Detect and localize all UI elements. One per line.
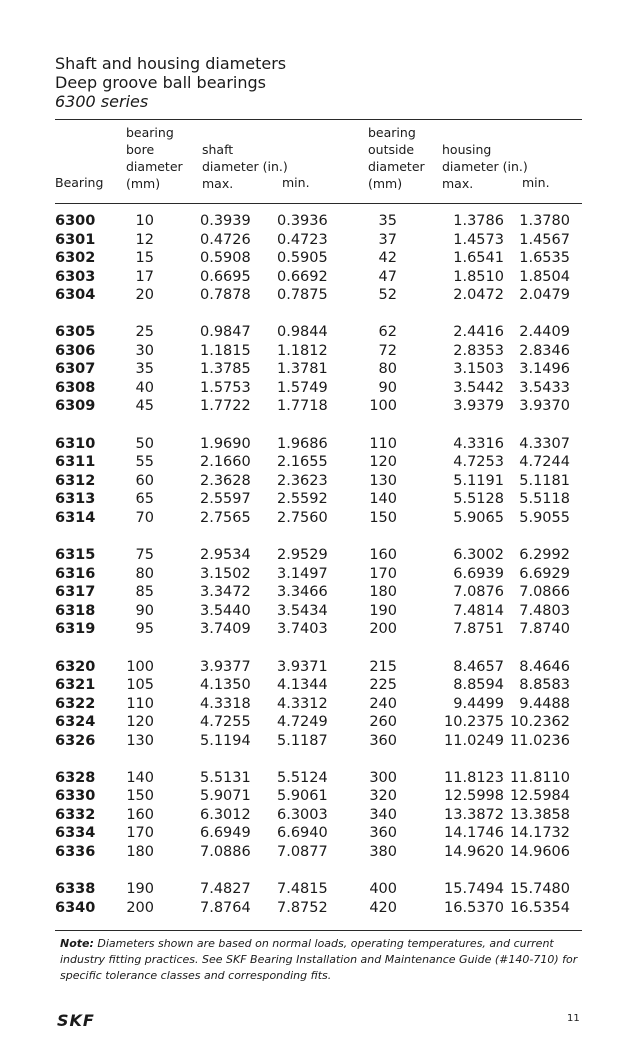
cell-housing-max: 10.2375 (444, 714, 504, 731)
cell-bearing: 6334 (55, 825, 96, 842)
cell-bore: 20 (135, 287, 154, 303)
cell-housing-min: 8.4646 (519, 658, 570, 675)
cell-housing-min: 5.5118 (519, 491, 570, 508)
row-group (55, 435, 582, 528)
table-row (55, 899, 582, 918)
cell-outside-diameter: 160 (369, 547, 397, 564)
cell-bore: 140 (126, 769, 154, 786)
table-row (55, 509, 582, 528)
cell-bore: 170 (126, 825, 154, 842)
series-label: 6300 series (55, 92, 149, 111)
cell-shaft-min: 5.1187 (277, 732, 328, 749)
cell-housing-min: 15.7480 (510, 881, 570, 898)
cell-housing-min: 13.3858 (510, 806, 570, 823)
cell-shaft-min: 0.6692 (277, 268, 328, 285)
cell-shaft-min: 3.5434 (277, 602, 328, 619)
header-rule (55, 203, 582, 204)
cell-bore: 10 (135, 213, 154, 229)
cell-shaft-max: 7.4827 (200, 881, 251, 898)
cell-housing-min: 7.8740 (519, 621, 570, 638)
cell-bore: 90 (135, 602, 154, 619)
cell-outside-diameter: 62 (378, 324, 397, 341)
cell-shaft-min: 0.5905 (277, 250, 328, 266)
cell-shaft-min: 4.7249 (277, 714, 328, 731)
cell-outside-diameter: 380 (369, 843, 397, 860)
cell-bore: 60 (135, 472, 154, 489)
cell-bearing: 6305 (55, 324, 96, 341)
header-bearing: Bearing (55, 175, 104, 190)
cell-housing-min: 9.4488 (519, 695, 570, 712)
cell-bore: 12 (135, 231, 154, 248)
cell-shaft-min: 3.3466 (277, 584, 328, 601)
cell-housing-max: 12.5998 (444, 788, 504, 805)
cell-bore: 40 (135, 379, 154, 396)
page-title: Shaft and housing diameters (55, 54, 287, 73)
cell-bore: 80 (135, 565, 154, 582)
cell-shaft-max: 5.9071 (200, 788, 251, 805)
table-row (55, 397, 582, 416)
cell-shaft-min: 2.3623 (277, 472, 328, 489)
cell-bore: 25 (135, 324, 154, 341)
cell-housing-max: 1.4573 (453, 231, 504, 248)
skf-logo-text: SKF (57, 1012, 95, 1028)
cell-bearing: 6330 (55, 788, 96, 805)
header-shaft-diameter: shaft diameter (in.) max. (202, 142, 288, 191)
cell-housing-min: 6.6929 (519, 565, 570, 582)
cell-bearing: 6311 (55, 454, 96, 471)
cell-outside-diameter: 140 (369, 491, 397, 508)
cell-bearing: 6326 (55, 732, 96, 749)
cell-shaft-min: 0.4723 (277, 231, 328, 248)
table-row (55, 676, 582, 695)
cell-outside-diameter: 100 (369, 398, 397, 415)
cell-bearing: 6301 (55, 231, 96, 248)
cell-bearing: 6302 (55, 250, 96, 266)
cell-bore: 105 (126, 677, 154, 694)
table-row (55, 490, 582, 509)
cell-housing-min: 5.1181 (519, 472, 570, 489)
cell-outside-diameter: 225 (369, 677, 397, 694)
cell-outside-diameter: 340 (369, 806, 397, 823)
cell-bearing: 6324 (55, 714, 96, 731)
cell-housing-max: 1.6541 (453, 250, 504, 266)
cell-housing-min: 6.2992 (519, 547, 570, 564)
table-row (55, 787, 582, 806)
cell-bore: 110 (126, 695, 154, 712)
table-row (55, 249, 582, 268)
table-row (55, 695, 582, 714)
cell-shaft-min: 1.7718 (277, 398, 328, 415)
table-row (55, 824, 582, 843)
cell-housing-min: 11.8110 (510, 769, 570, 786)
cell-housing-max: 2.8353 (453, 342, 504, 359)
cell-shaft-max: 2.5597 (200, 491, 251, 508)
cell-bore: 70 (135, 509, 154, 526)
cell-bearing: 6328 (55, 769, 96, 786)
cell-housing-min: 1.3780 (519, 213, 570, 229)
cell-bore: 190 (126, 881, 154, 898)
table-row (55, 602, 582, 621)
cell-shaft-max: 2.1660 (200, 454, 251, 471)
table-row (55, 268, 582, 287)
cell-shaft-max: 3.9377 (200, 658, 251, 675)
table-row (55, 583, 582, 602)
cell-shaft-min: 7.0877 (277, 843, 328, 860)
cell-shaft-min: 5.9061 (277, 788, 328, 805)
table-row (55, 546, 582, 565)
cell-housing-max: 4.7253 (453, 454, 504, 471)
table-row (55, 435, 582, 454)
cell-bearing: 6319 (55, 621, 96, 638)
cell-bearing: 6300 (55, 213, 96, 229)
cell-shaft-min: 1.1812 (277, 342, 328, 359)
cell-bearing: 6310 (55, 435, 96, 452)
table-row (55, 212, 582, 231)
cell-shaft-max: 6.6949 (200, 825, 251, 842)
cell-housing-max: 6.6939 (453, 565, 504, 582)
cell-shaft-min: 0.9844 (277, 324, 328, 341)
cell-bearing: 6321 (55, 677, 96, 694)
table-row (55, 620, 582, 639)
cell-outside-diameter: 47 (378, 268, 397, 285)
note-text: Diameters shown are based on normal loads, operating temperatures, and current industry fitting practices. See SKF Bearing Installation and Maintenance Guide (#140-710) for specific tolerance classes and corresponding fits. (60, 937, 578, 982)
title-block (55, 54, 286, 111)
cell-outside-diameter: 80 (378, 361, 397, 378)
cell-housing-min: 14.1732 (510, 825, 570, 842)
cell-bearing: 6312 (55, 472, 96, 489)
cell-housing-min: 8.8583 (519, 677, 570, 694)
cell-housing-min: 10.2362 (510, 714, 570, 731)
cell-outside-diameter: 90 (378, 379, 397, 396)
skf-logo (57, 1012, 121, 1032)
cell-bore: 200 (126, 899, 154, 916)
cell-housing-max: 4.3316 (453, 435, 504, 452)
cell-shaft-max: 7.8764 (200, 899, 251, 916)
table-row (55, 379, 582, 398)
cell-outside-diameter: 320 (369, 788, 397, 805)
cell-bore: 35 (135, 361, 154, 378)
cell-outside-diameter: 300 (369, 769, 397, 786)
cell-housing-min: 4.7244 (519, 454, 570, 471)
cell-shaft-min: 6.3003 (277, 806, 328, 823)
cell-outside-diameter: 360 (369, 825, 397, 842)
cell-shaft-min: 7.4815 (277, 881, 328, 898)
cell-shaft-max: 6.3012 (200, 806, 251, 823)
cell-housing-min: 7.0866 (519, 584, 570, 601)
cell-outside-diameter: 150 (369, 509, 397, 526)
cell-shaft-max: 1.9690 (200, 435, 251, 452)
cell-housing-min: 1.8504 (519, 268, 570, 285)
cell-housing-max: 15.7494 (444, 881, 504, 898)
cell-housing-max: 5.9065 (453, 509, 504, 526)
cell-shaft-max: 2.7565 (200, 509, 251, 526)
cell-bore: 95 (135, 621, 154, 638)
cell-shaft-max: 1.3785 (200, 361, 251, 378)
cell-outside-diameter: 37 (378, 231, 397, 248)
cell-outside-diameter: 120 (369, 454, 397, 471)
cell-bore: 15 (135, 250, 154, 266)
cell-bearing: 6332 (55, 806, 96, 823)
cell-bore: 75 (135, 547, 154, 564)
cell-shaft-min: 1.9686 (277, 435, 328, 452)
cell-bore: 50 (135, 435, 154, 452)
cell-housing-max: 2.0472 (453, 287, 504, 303)
cell-outside-diameter: 215 (369, 658, 397, 675)
row-group (55, 212, 582, 305)
cell-housing-max: 7.8751 (453, 621, 504, 638)
cell-housing-min: 3.1496 (519, 361, 570, 378)
cell-outside-diameter: 400 (369, 881, 397, 898)
cell-bore: 150 (126, 788, 154, 805)
table-row (55, 843, 582, 862)
cell-shaft-max: 2.9534 (200, 547, 251, 564)
cell-bearing: 6313 (55, 491, 96, 508)
cell-outside-diameter: 110 (369, 435, 397, 452)
cell-housing-max: 5.1191 (453, 472, 504, 489)
cell-housing-max: 8.8594 (453, 677, 504, 694)
cell-shaft-min: 7.8752 (277, 899, 328, 916)
cell-housing-max: 5.5128 (453, 491, 504, 508)
cell-bore: 17 (135, 268, 154, 285)
cell-bearing: 6315 (55, 547, 96, 564)
cell-shaft-min: 2.5592 (277, 491, 328, 508)
table-row (55, 231, 582, 250)
row-group (55, 880, 582, 917)
cell-housing-min: 1.6535 (519, 250, 570, 266)
cell-shaft-max: 0.3939 (200, 213, 251, 229)
cell-shaft-max: 0.7878 (200, 287, 251, 303)
table-row (55, 713, 582, 732)
row-group (55, 658, 582, 751)
cell-bearing: 6320 (55, 658, 96, 675)
cell-housing-min: 14.9606 (510, 843, 570, 860)
header-housing-diameter: housing diameter (in.) max. (442, 142, 528, 191)
cell-housing-max: 3.5442 (453, 379, 504, 396)
cell-bearing: 6336 (55, 843, 96, 860)
cell-shaft-max: 3.1502 (200, 565, 251, 582)
cell-shaft-max: 0.9847 (200, 324, 251, 341)
cell-housing-max: 1.8510 (453, 268, 504, 285)
cell-shaft-max: 4.3318 (200, 695, 251, 712)
table-row (55, 658, 582, 677)
table-row (55, 286, 582, 305)
cell-shaft-min: 0.7875 (277, 287, 328, 303)
cell-housing-min: 4.3307 (519, 435, 570, 452)
cell-bearing: 6322 (55, 695, 96, 712)
cell-housing-max: 1.3786 (453, 213, 504, 229)
cell-shaft-max: 5.1194 (200, 732, 251, 749)
header-housing-min: min. (522, 175, 550, 190)
row-group (55, 546, 582, 639)
page-subtitle: Deep groove ball bearings (55, 73, 267, 92)
cell-housing-max: 3.9379 (453, 398, 504, 415)
cell-bearing: 6317 (55, 584, 96, 601)
cell-outside-diameter: 170 (369, 565, 397, 582)
cell-shaft-max: 5.5131 (200, 769, 251, 786)
cell-outside-diameter: 190 (369, 602, 397, 619)
cell-housing-max: 13.3872 (444, 806, 504, 823)
cell-shaft-min: 1.5749 (277, 379, 328, 396)
cell-shaft-max: 3.3472 (200, 584, 251, 601)
header-shaft-min: min. (282, 175, 310, 190)
cell-shaft-max: 1.1815 (200, 342, 251, 359)
table-row (55, 360, 582, 379)
header-bore-diameter: bearing bore diameter (mm) (126, 125, 183, 191)
cell-housing-min: 7.4803 (519, 602, 570, 619)
cell-outside-diameter: 260 (369, 714, 397, 731)
cell-outside-diameter: 240 (369, 695, 397, 712)
cell-housing-max: 9.4499 (453, 695, 504, 712)
cell-housing-min: 12.5984 (510, 788, 570, 805)
cell-shaft-max: 0.6695 (200, 268, 251, 285)
cell-bearing: 6306 (55, 342, 96, 359)
table-row (55, 732, 582, 751)
cell-bore: 65 (135, 491, 154, 508)
table-row (55, 880, 582, 899)
page-number: 11 (567, 1013, 580, 1024)
cell-housing-max: 11.0249 (444, 732, 504, 749)
cell-shaft-min: 4.1344 (277, 677, 328, 694)
cell-bore: 130 (126, 732, 154, 749)
row-group (55, 769, 582, 862)
skf-logo-mark (57, 1012, 121, 1028)
bottom-rule (55, 930, 582, 931)
cell-shaft-max: 1.5753 (200, 379, 251, 396)
cell-shaft-max: 4.7255 (200, 714, 251, 731)
cell-outside-diameter: 420 (369, 899, 397, 916)
cell-shaft-min: 1.3781 (277, 361, 328, 378)
cell-housing-min: 2.4409 (519, 324, 570, 341)
cell-shaft-min: 3.7403 (277, 621, 328, 638)
cell-housing-max: 7.0876 (453, 584, 504, 601)
cell-shaft-max: 0.5908 (200, 250, 251, 266)
cell-bearing: 6318 (55, 602, 96, 619)
table-row (55, 769, 582, 788)
cell-bearing: 6309 (55, 398, 96, 415)
cell-housing-max: 14.1746 (444, 825, 504, 842)
cell-shaft-min: 3.9371 (277, 658, 328, 675)
cell-housing-max: 7.4814 (453, 602, 504, 619)
cell-bore: 30 (135, 342, 154, 359)
note-label: Note: (60, 937, 94, 950)
bearing-table (55, 212, 582, 936)
cell-outside-diameter: 52 (378, 287, 397, 303)
table-row (55, 323, 582, 342)
top-rule (55, 119, 582, 120)
cell-bearing: 6340 (55, 899, 96, 916)
cell-shaft-max: 4.1350 (200, 677, 251, 694)
cell-shaft-max: 3.7409 (200, 621, 251, 638)
cell-bearing: 6338 (55, 881, 96, 898)
table-row (55, 342, 582, 361)
cell-shaft-min: 0.3936 (277, 213, 328, 229)
cell-bore: 160 (126, 806, 154, 823)
cell-housing-max: 11.8123 (444, 769, 504, 786)
cell-bearing: 6316 (55, 565, 96, 582)
cell-shaft-min: 2.7560 (277, 509, 328, 526)
cell-bore: 45 (135, 398, 154, 415)
cell-shaft-max: 1.7722 (200, 398, 251, 415)
cell-housing-max: 8.4657 (453, 658, 504, 675)
cell-shaft-min: 3.1497 (277, 565, 328, 582)
cell-housing-min: 2.0479 (519, 287, 570, 303)
cell-bearing: 6314 (55, 509, 96, 526)
cell-housing-max: 3.1503 (453, 361, 504, 378)
cell-shaft-max: 3.5440 (200, 602, 251, 619)
cell-housing-min: 5.9055 (519, 509, 570, 526)
table-row (55, 453, 582, 472)
cell-shaft-min: 2.1655 (277, 454, 328, 471)
cell-outside-diameter: 200 (369, 621, 397, 638)
cell-shaft-min: 5.5124 (277, 769, 328, 786)
row-group (55, 323, 582, 416)
cell-housing-min: 2.8346 (519, 342, 570, 359)
cell-bearing: 6308 (55, 379, 96, 396)
cell-bore: 85 (135, 584, 154, 601)
cell-housing-min: 16.5354 (510, 899, 570, 916)
cell-outside-diameter: 360 (369, 732, 397, 749)
cell-housing-max: 16.5370 (444, 899, 504, 916)
header-outside-diameter: bearing outside diameter (mm) (368, 125, 425, 191)
cell-outside-diameter: 180 (369, 584, 397, 601)
cell-bore: 180 (126, 843, 154, 860)
footnote (60, 936, 580, 984)
cell-shaft-max: 0.4726 (200, 231, 251, 248)
cell-housing-min: 3.9370 (519, 398, 570, 415)
table-row (55, 806, 582, 825)
cell-outside-diameter: 72 (378, 342, 397, 359)
cell-shaft-min: 2.9529 (277, 547, 328, 564)
cell-shaft-min: 4.3312 (277, 695, 328, 712)
cell-housing-min: 3.5433 (519, 379, 570, 396)
cell-housing-max: 2.4416 (453, 324, 504, 341)
cell-housing-min: 1.4567 (519, 231, 570, 248)
cell-shaft-max: 2.3628 (200, 472, 251, 489)
cell-shaft-min: 6.6940 (277, 825, 328, 842)
cell-bore: 120 (126, 714, 154, 731)
cell-bearing: 6303 (55, 268, 96, 285)
cell-outside-diameter: 35 (378, 213, 397, 229)
cell-bearing: 6307 (55, 361, 96, 378)
table-row (55, 472, 582, 491)
cell-bore: 100 (126, 658, 154, 675)
cell-outside-diameter: 130 (369, 472, 397, 489)
cell-outside-diameter: 42 (378, 250, 397, 266)
cell-housing-max: 14.9620 (444, 843, 504, 860)
cell-shaft-max: 7.0886 (200, 843, 251, 860)
cell-housing-min: 11.0236 (510, 732, 570, 749)
cell-housing-max: 6.3002 (453, 547, 504, 564)
cell-bore: 55 (135, 454, 154, 471)
table-row (55, 565, 582, 584)
cell-bearing: 6304 (55, 287, 96, 303)
